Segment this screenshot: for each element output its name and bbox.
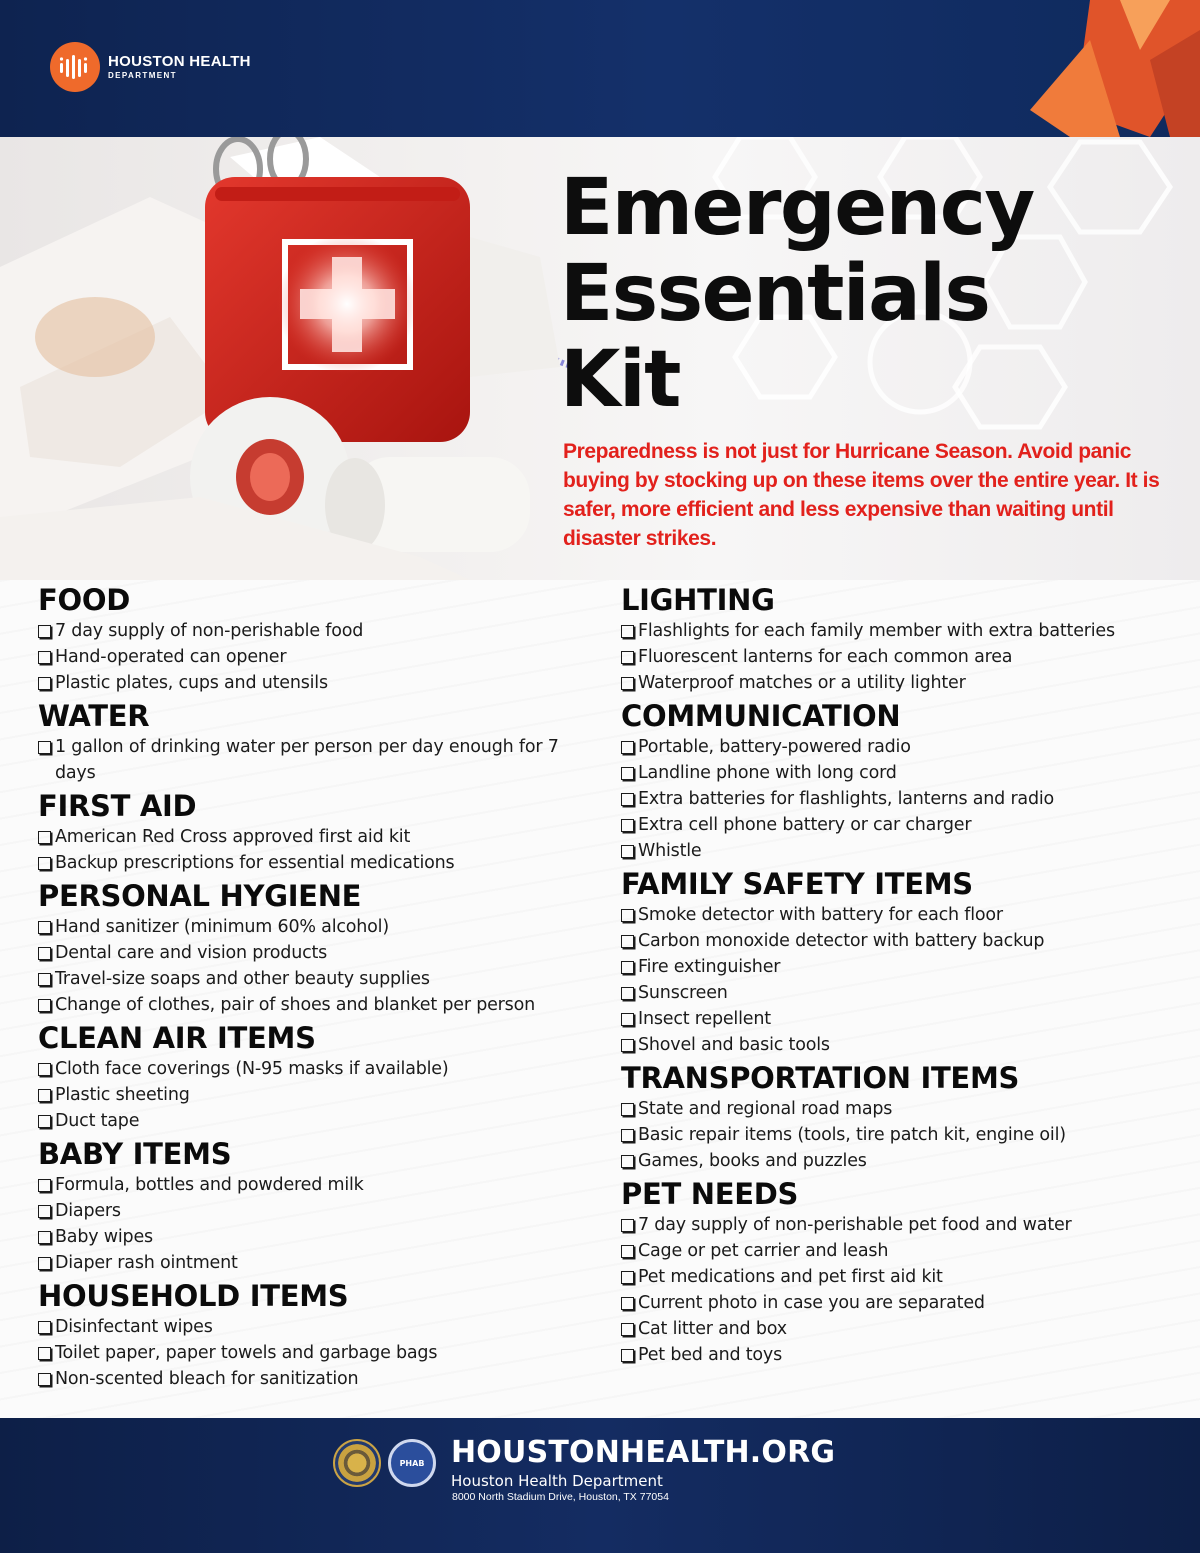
checklist-item-label: Basic repair items (tools, tire patch kit, engine oil) (638, 1125, 1066, 1145)
checklist-item[interactable] (621, 1032, 1181, 1058)
checklist-item[interactable] (621, 954, 1181, 980)
checkbox-icon[interactable] (621, 1129, 634, 1142)
section-heading: PERSONAL HYGIENE (38, 879, 362, 913)
checklist-item[interactable] (621, 1316, 1181, 1342)
checkbox-icon[interactable] (38, 1205, 51, 1218)
checklist-item[interactable] (38, 1198, 588, 1224)
section-food (38, 583, 588, 696)
org-subtitle: DEPARTMENT (108, 71, 177, 80)
section-heading: FIRST AID (38, 789, 197, 823)
section-heading: WATER (38, 699, 150, 733)
checklist-item-label: 7 day supply of non-perishable pet food and water (638, 1215, 1072, 1235)
section-pet-needs (621, 1177, 1181, 1368)
checkbox-icon[interactable] (38, 741, 51, 754)
checkbox-icon[interactable] (621, 819, 634, 832)
checklist-item-label: Cat litter and box (638, 1319, 787, 1339)
checkbox-icon[interactable] (38, 1231, 51, 1244)
checklist-item-label: State and regional road maps (638, 1099, 893, 1119)
checklist-item-label: Whistle (638, 841, 702, 861)
section-heading: LIGHTING (621, 583, 775, 617)
header-band (0, 0, 1200, 137)
checklist-item-label: Disinfectant wipes (55, 1317, 213, 1337)
checklist-item-label: Travel-size soaps and other beauty supplies (55, 969, 430, 989)
checkbox-icon[interactable] (621, 987, 634, 1000)
checkbox-icon[interactable] (621, 935, 634, 948)
checklist-item[interactable] (621, 1006, 1181, 1032)
checklist-item-label: Fire extinguisher (638, 957, 781, 977)
checklist-item-label: Current photo in case you are separated (638, 1293, 985, 1313)
checklist-item[interactable] (38, 1366, 588, 1392)
checklist-item[interactable] (38, 1314, 588, 1340)
checkbox-icon[interactable] (621, 909, 634, 922)
checklist-item-label: Backup prescriptions for essential medications (55, 853, 455, 873)
section-heading: HOUSEHOLD ITEMS (38, 1279, 349, 1313)
checkbox-icon[interactable] (38, 677, 51, 690)
checklist-item[interactable] (38, 1224, 588, 1250)
section-baby-items (38, 1137, 588, 1276)
checklist-item[interactable] (38, 618, 588, 644)
right-column (621, 580, 1181, 1368)
checkbox-icon[interactable] (38, 947, 51, 960)
checkbox-icon[interactable] (38, 1257, 51, 1270)
checkbox-icon[interactable] (38, 1089, 51, 1102)
left-column (38, 580, 588, 1392)
checklist-item[interactable] (38, 734, 588, 786)
checkbox-icon[interactable] (621, 1013, 634, 1026)
checkbox-icon[interactable] (38, 1179, 51, 1192)
checklist-item[interactable] (621, 838, 1181, 864)
checkbox-icon[interactable] (621, 1155, 634, 1168)
checklist-item-label: Shovel and basic tools (638, 1035, 830, 1055)
checklist-item-label: Insect repellent (638, 1009, 771, 1029)
website-link[interactable]: HOUSTONHEALTH.ORG (451, 1435, 836, 1470)
checklist-item-label: Hand sanitizer (minimum 60% alcohol) (55, 917, 389, 937)
checklist-item-label: Cloth face coverings (N-95 masks if available) (55, 1059, 449, 1079)
checklist-item-label: Diapers (55, 1201, 121, 1221)
checklist-item-label: Diaper rash ointment (55, 1253, 238, 1273)
checkbox-icon[interactable] (621, 767, 634, 780)
checkbox-icon[interactable] (38, 1347, 51, 1360)
checklist-item[interactable] (621, 1342, 1181, 1368)
title-line-2: Essentials (560, 249, 990, 339)
checkbox-icon[interactable] (621, 845, 634, 858)
hero-banner (0, 137, 1200, 580)
checklist-item-label: Baby wipes (55, 1227, 153, 1247)
checklist-item-label: Waterproof matches or a utility lighter (638, 673, 966, 693)
checklist-item[interactable] (621, 670, 1181, 696)
section-household-items (38, 1279, 588, 1392)
checklist-item[interactable] (38, 940, 588, 966)
checklist-item-label: Formula, bottles and powdered milk (55, 1175, 364, 1195)
section-heading: PET NEEDS (621, 1177, 799, 1211)
checklist-item-label: Cage or pet carrier and leash (638, 1241, 889, 1261)
checklist-item[interactable] (621, 812, 1181, 838)
checkbox-icon[interactable] (38, 625, 51, 638)
decorative-shapes (970, 0, 1200, 137)
checkbox-icon[interactable] (38, 1063, 51, 1076)
section-heading: TRANSPORTATION ITEMS (621, 1061, 1020, 1095)
checkbox-icon[interactable] (621, 1323, 634, 1336)
department-address: 8000 North Stadium Drive, Houston, TX 77054 (452, 1491, 669, 1503)
checklist-item-label: Pet bed and toys (638, 1345, 782, 1365)
checkbox-icon[interactable] (621, 625, 634, 638)
checkbox-icon[interactable] (621, 1039, 634, 1052)
checklist-item[interactable] (621, 618, 1181, 644)
section-heading: COMMUNICATION (621, 699, 901, 733)
org-name: HOUSTON HEALTH (108, 53, 251, 70)
intro-text: Preparedness is not just for Hurricane Season. Avoid panic buying by stocking up on these items over the entire year. It is safer, more efficient and less expensive than waiting until disaster strikes. (563, 440, 1160, 550)
checklist-item-label: 1 gallon of drinking water per person per day enough for 7 days (55, 737, 559, 783)
checklist-item-label: Carbon monoxide detector with battery backup (638, 931, 1045, 951)
checklist-item[interactable] (38, 992, 588, 1018)
section-water (38, 699, 588, 786)
checklist-item-label: Sunscreen (638, 983, 728, 1003)
checklist-item[interactable] (621, 760, 1181, 786)
checklist-item-label: Games, books and puzzles (638, 1151, 867, 1171)
checklist-item-label: Extra batteries for flashlights, lanterns and radio (638, 789, 1055, 809)
checklist-item-label: Landline phone with long cord (638, 763, 897, 783)
checklist-item[interactable] (621, 1096, 1181, 1122)
checklist-item-label: Plastic plates, cups and utensils (55, 673, 328, 693)
checklist-item[interactable] (38, 1340, 588, 1366)
checklist-item[interactable] (621, 786, 1181, 812)
checklist-item[interactable] (621, 1148, 1181, 1174)
checklist-item[interactable] (621, 1122, 1181, 1148)
checklist-item[interactable] (38, 1082, 588, 1108)
checklist-item-label: Hand-operated can opener (55, 647, 287, 667)
checkbox-icon[interactable] (621, 1219, 634, 1232)
checklist-item[interactable] (38, 670, 588, 696)
checkbox-icon[interactable] (621, 793, 634, 806)
checkbox-icon[interactable] (621, 1271, 634, 1284)
checklist-item-label: Duct tape (55, 1111, 140, 1131)
checkbox-icon[interactable] (38, 1321, 51, 1334)
section-heading: CLEAN AIR ITEMS (38, 1021, 316, 1055)
checklist-item[interactable] (38, 914, 588, 940)
checklist-content (0, 580, 1200, 1418)
section-heading: BABY ITEMS (38, 1137, 232, 1171)
checklist-item[interactable] (38, 1172, 588, 1198)
section-transportation-items (621, 1061, 1181, 1174)
badge-label: PHAB (399, 1458, 425, 1468)
checklist-item[interactable] (621, 1290, 1181, 1316)
section-personal-hygiene (38, 879, 588, 1018)
checklist-item[interactable] (38, 824, 588, 850)
checkbox-icon[interactable] (621, 1297, 634, 1310)
checklist-item-label: Toilet paper, paper towels and garbage bags (55, 1343, 438, 1363)
checklist-item[interactable] (621, 1212, 1181, 1238)
org-logo[interactable] (50, 42, 251, 92)
department-name: Houston Health Department (451, 1472, 663, 1490)
section-heading: FAMILY SAFETY ITEMS (621, 867, 973, 901)
checkbox-icon[interactable] (621, 1349, 634, 1362)
checklist-item[interactable] (38, 966, 588, 992)
checklist-item-label: American Red Cross approved first aid kit (55, 827, 411, 847)
section-lighting (621, 583, 1181, 696)
checklist-item-label: Smoke detector with battery for each floor (638, 905, 1003, 925)
checkbox-icon[interactable] (38, 921, 51, 934)
checklist-item[interactable] (38, 850, 588, 876)
checklist-item-label: Plastic sheeting (55, 1085, 190, 1105)
logo-mark-icon (50, 42, 100, 92)
checklist-item[interactable] (621, 980, 1181, 1006)
checklist-item-label: Flashlights for each family member with extra batteries (638, 621, 1115, 641)
accreditation-badge-icon (388, 1439, 436, 1487)
checklist-item[interactable] (621, 1238, 1181, 1264)
checklist-item[interactable] (38, 1056, 588, 1082)
title-line-1: Emergency (560, 163, 1034, 253)
section-heading: FOOD (38, 583, 130, 617)
checklist-item[interactable] (38, 644, 588, 670)
checkbox-icon[interactable] (38, 857, 51, 870)
checklist-item[interactable] (621, 644, 1181, 670)
checkbox-icon[interactable] (621, 961, 634, 974)
checklist-item-label: Pet medications and pet first aid kit (638, 1267, 943, 1287)
checklist-item[interactable] (621, 734, 1181, 760)
checklist-item[interactable] (38, 1108, 588, 1134)
checklist-item[interactable] (621, 928, 1181, 954)
footer-band (0, 1418, 1200, 1553)
checkbox-icon[interactable] (621, 677, 634, 690)
section-clean-air-items (38, 1021, 588, 1134)
checkbox-icon[interactable] (621, 651, 634, 664)
checklist-item-label: Fluorescent lanterns for each common area (638, 647, 1013, 667)
checklist-item[interactable] (38, 1250, 588, 1276)
checklist-item-label: Extra cell phone battery or car charger (638, 815, 972, 835)
page-title (560, 165, 1034, 423)
section-communication (621, 699, 1181, 864)
checkbox-icon[interactable] (38, 999, 51, 1012)
checklist-item-label: Dental care and vision products (55, 943, 328, 963)
checklist-item-label: 7 day supply of non-perishable food (55, 621, 364, 641)
checkbox-icon[interactable] (621, 1245, 634, 1258)
section-first-aid (38, 789, 588, 876)
checkbox-icon[interactable] (38, 1115, 51, 1128)
checklist-item-label: Portable, battery-powered radio (638, 737, 911, 757)
checkbox-icon[interactable] (621, 741, 634, 754)
checkbox-icon[interactable] (38, 831, 51, 844)
checkbox-icon[interactable] (38, 1373, 51, 1386)
checklist-item-label: Non-scented bleach for sanitization (55, 1369, 359, 1389)
checkbox-icon[interactable] (38, 973, 51, 986)
title-line-3: Kit (560, 335, 680, 425)
checkbox-icon[interactable] (38, 651, 51, 664)
section-family-safety-items (621, 867, 1181, 1058)
checklist-item[interactable] (621, 902, 1181, 928)
checkbox-icon[interactable] (621, 1103, 634, 1116)
checklist-item-label: Change of clothes, pair of shoes and blanket per person (55, 995, 535, 1015)
city-seal-icon (333, 1439, 381, 1487)
checklist-item[interactable] (621, 1264, 1181, 1290)
